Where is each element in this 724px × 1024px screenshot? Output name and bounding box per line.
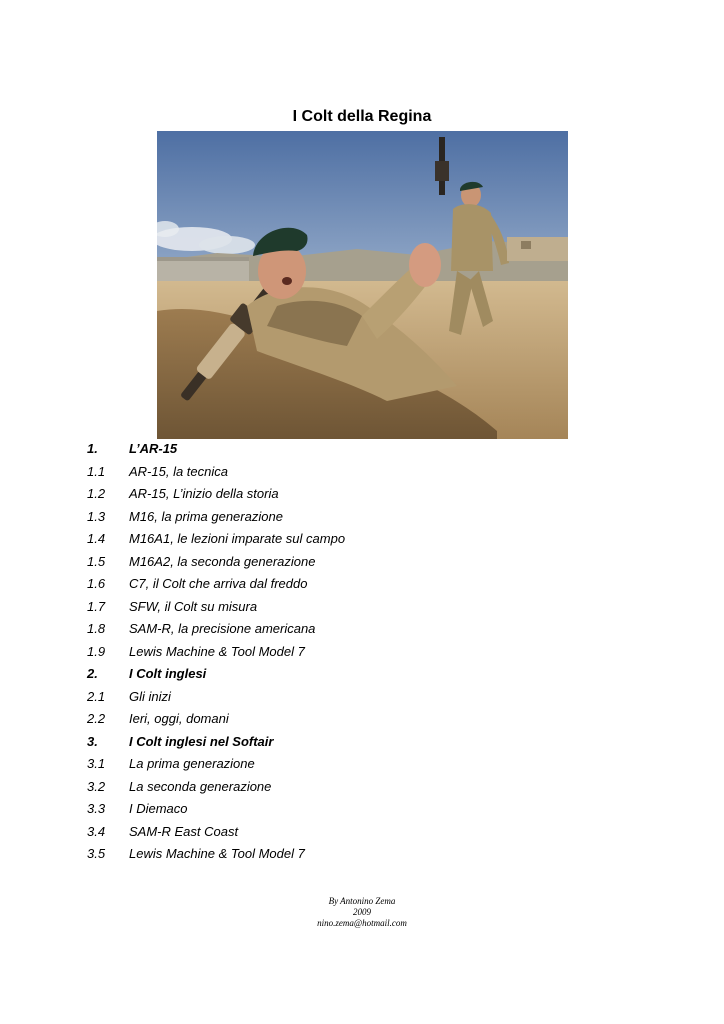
toc-chapter xyxy=(87,731,647,754)
toc-entry xyxy=(87,821,647,844)
author-email: nino.zema@hotmail.com xyxy=(317,918,407,928)
toc-number: 1.4 xyxy=(87,531,106,546)
toc-number: 3.5 xyxy=(87,846,106,861)
toc-label: La seconda generazione xyxy=(129,778,272,794)
toc-entry xyxy=(87,843,647,866)
toc-label: La prima generazione xyxy=(129,756,255,771)
toc-number: 3. xyxy=(87,733,98,749)
toc-number: 3.3 xyxy=(87,801,106,816)
toc-number: 1.8 xyxy=(87,621,106,636)
toc-entry xyxy=(87,551,647,574)
publication-year: 2009 xyxy=(353,907,371,917)
toc-number: 1.9 xyxy=(87,643,106,659)
toc-label: L’AR-15 xyxy=(129,441,178,456)
toc-entry xyxy=(87,686,647,709)
toc-label: Lewis Machine & Tool Model 7 xyxy=(129,846,305,861)
toc-label: SFW, il Colt su misura xyxy=(129,598,258,614)
toc-label: Ieri, oggi, domani xyxy=(129,711,229,726)
toc-number: 1. xyxy=(87,441,98,456)
toc-label: M16A2, la seconda generazione xyxy=(129,553,316,569)
cover-photo xyxy=(157,131,568,439)
toc-number: 1.6 xyxy=(87,576,106,591)
toc-label: M16A1, le lezioni imparate sul campo xyxy=(129,531,346,546)
toc-label: I Colt inglesi xyxy=(129,666,207,681)
toc-number: 2.1 xyxy=(87,688,106,704)
toc-label: I Colt inglesi nel Softair xyxy=(129,733,274,749)
table-of-contents xyxy=(87,438,647,866)
toc-number: 3.1 xyxy=(87,756,106,771)
toc-entry xyxy=(87,776,647,799)
author-name: By Antonino Zema xyxy=(328,896,396,906)
toc-entry xyxy=(87,753,647,776)
toc-entry xyxy=(87,573,647,596)
toc-chapter xyxy=(87,438,647,461)
toc-number: 1.1 xyxy=(87,463,106,479)
toc-entry xyxy=(87,618,647,641)
toc-number: 1.7 xyxy=(87,598,106,614)
author-credits xyxy=(0,896,724,929)
toc-number: 3.2 xyxy=(87,778,106,794)
toc-entry xyxy=(87,483,647,506)
toc-label: I Diemaco xyxy=(129,801,188,816)
toc-entry xyxy=(87,641,647,664)
toc-label: M16, la prima generazione xyxy=(129,508,283,524)
toc-number: 1.5 xyxy=(87,553,106,569)
toc-label: Lewis Machine & Tool Model 7 xyxy=(129,643,305,659)
toc-label: SAM-R, la precisione americana xyxy=(129,621,316,636)
toc-label: SAM-R East Coast xyxy=(129,823,239,839)
toc-entry xyxy=(87,528,647,551)
toc-entry xyxy=(87,798,647,821)
toc-number: 1.2 xyxy=(87,486,106,501)
toc-number: 2.2 xyxy=(87,711,106,726)
toc-label: AR-15, la tecnica xyxy=(129,463,228,479)
toc-chapter xyxy=(87,663,647,686)
toc-label: AR-15, L’inizio della storia xyxy=(129,486,279,501)
toc-entry xyxy=(87,708,647,731)
document-title: I Colt della Regina xyxy=(292,108,432,125)
toc-number: 1.3 xyxy=(87,508,106,524)
toc-entry xyxy=(87,461,647,484)
toc-label: C7, il Colt che arriva dal freddo xyxy=(129,576,308,591)
toc-number: 3.4 xyxy=(87,823,106,839)
toc-number: 2. xyxy=(87,666,98,681)
toc-label: Gli inizi xyxy=(129,688,171,704)
toc-entry xyxy=(87,596,647,619)
toc-entry xyxy=(87,506,647,529)
